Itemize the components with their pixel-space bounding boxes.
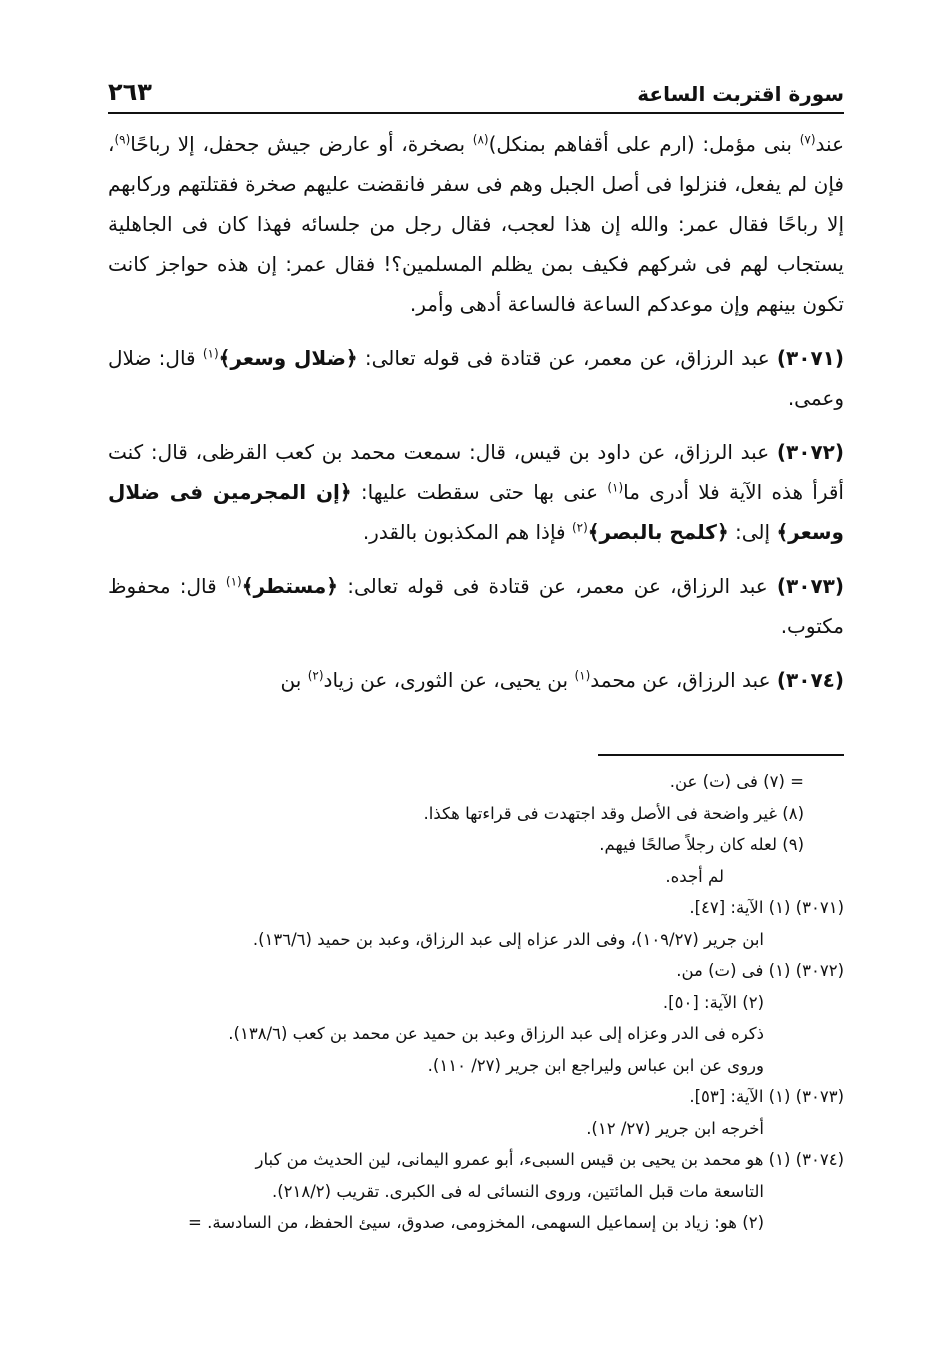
quran-quote: ﴿إن المجرمين فى ضلال وسعر﴾: [108, 480, 844, 544]
footnote-separator: [598, 754, 844, 756]
paragraph-continuation: [108, 124, 844, 324]
quran-quote: ﴿ضلال وسعر﴾: [218, 346, 358, 370]
text-run: بنى مؤمل: (ارم على أقفاهم بمنكل): [488, 132, 800, 156]
hadith-3073: [108, 566, 844, 646]
hadith-number: (٣٠٧٤): [776, 668, 844, 692]
footnote-ref: (١): [225, 574, 242, 589]
footnote-ref: (١): [202, 346, 219, 361]
footnote-line: وروى عن ابن عباس وليراجع ابن جرير (٢٧/ ١١٠).: [427, 1055, 764, 1075]
text-run: بن: [280, 668, 308, 692]
footnote-line: (٢) هو: زياد بن إسماعيل السهمى، المخزومى، صدوق، سيئ الحفظ، من السادسة. =: [188, 1213, 764, 1232]
footnote-ref: (٧): [799, 132, 816, 147]
footnote-line: (٣٠٧٢) (١) فى (ت) من.: [676, 961, 844, 980]
text-run: قال: محفوظ مكتوب.: [108, 574, 844, 638]
text-run: عبد الرزاق، عن معمر، عن قتادة فى قوله تعالى:: [338, 574, 777, 598]
footnote-line: (٢) الآية: [٥٠].: [662, 992, 764, 1012]
hadith-number: (٣٠٧٢): [776, 440, 844, 464]
footnote-ref: (٢): [571, 520, 588, 535]
text-run: إلى:: [728, 520, 777, 544]
footnote-line: أخرجه ابن جرير (٢٧/ ١٢).: [586, 1118, 764, 1138]
footnote-ref: (٢): [307, 668, 324, 683]
text-run: بصخرة، أو عارض جيش جحفل، إلا رباحًا: [130, 132, 473, 156]
text-run: فإذا هم المكذبون بالقدر.: [362, 520, 572, 544]
text-run: بن يحيى، عن الثورى، عن زياد: [323, 668, 575, 692]
text-run: عبد الرزاق، عن داود بن قيس، قال: سمعت محمد بن كعب القرظى، قال: كنت أقرأ هذه الآية فلا أدرى ما: [108, 440, 844, 504]
footnote-ref: (١): [574, 668, 591, 683]
text-run: عبد الرزاق، عن معمر، عن قتادة فى قوله تعالى:: [357, 346, 777, 370]
footnote-ref: (٨): [472, 132, 489, 147]
running-title: سورة اقتربت الساعة: [637, 82, 844, 106]
footnote-ref: (٩): [114, 132, 131, 147]
footnote-line: = (٧) فى (ت) عن.: [669, 772, 804, 791]
hadith-3072: [108, 432, 844, 552]
text-run: عنى بها حتى سقطت عليها:: [351, 480, 608, 504]
text-run: ، فإن لم يفعل، فنزلوا فى أصل الجبل وهم فى سفر فانقضت عليهم صخرة فقتلتهم وركابهم إلا رباحًا فقال عمر: والله إن هذا لعجب، فقال رجل من جلسائه فهذا كان فى الجاهلية يستجاب لهم فى شركهم فكيف بمن يظلم المسلمين؟! فقال عمر: إن هذه حواجز كانت تكون بينهم وإن موعدكم الساعة فالساعة أدهى وأمر.: [108, 132, 844, 316]
page-number: ٢٦٣: [108, 78, 152, 106]
page-header: [108, 78, 844, 114]
hadith-3074: [108, 660, 844, 700]
footnote-line: التاسعة مات قبل المائتين، وروى النسائى له فى الكبرى. تقريب (٢١٨/٢).: [271, 1181, 764, 1201]
footnote-line: (٨) غير واضحة فى الأصل وقد اجتهدت فى قراءتها هكذا.: [423, 803, 804, 823]
footnote-line: ذكره فى الدر وعزاه إلى عبد الرزاق وعبد بن حميد عن محمد بن كعب (١٣٨/٦).: [228, 1024, 764, 1043]
hadith-number: (٣٠٧٣): [776, 574, 845, 598]
text-run: عبد الرزاق، عن محمد: [590, 668, 777, 692]
footnote-line: (٣٠٧١) (١) الآية: [٤٧].: [689, 898, 844, 917]
footnotes: [108, 766, 844, 1239]
quran-quote: ﴿مستطر﴾: [241, 574, 338, 598]
hadith-number: (٣٠٧١): [776, 346, 844, 370]
footnote-ref: (١): [607, 480, 624, 495]
footnote-line: لم أجده.: [665, 866, 724, 886]
quran-quote: ﴿كلمح بالبصر﴾: [587, 520, 729, 544]
footnote-line: ابن جرير (١٠٩/٢٧)، وفى الدر عزاه إلى عبد الرزاق، وعبد بن حميد (١٣٦/٦).: [252, 929, 764, 949]
text-run: قال: ضلال وعمى.: [108, 346, 844, 410]
footnote-line: (٣٠٧٤) (١) هو محمد بن يحيى بن قيس السبىء، أبو عمرو اليمانى، لين الحديث من كبار: [255, 1150, 844, 1169]
main-text: [108, 124, 844, 714]
footnote-line: (٩) لعله كان رجلاً صالحًا فيهم.: [599, 835, 804, 854]
footnote-line: (٣٠٧٣) (١) الآية: [٥٣].: [689, 1087, 844, 1106]
hadith-3071: [108, 338, 844, 418]
text-run: عند: [815, 132, 845, 156]
